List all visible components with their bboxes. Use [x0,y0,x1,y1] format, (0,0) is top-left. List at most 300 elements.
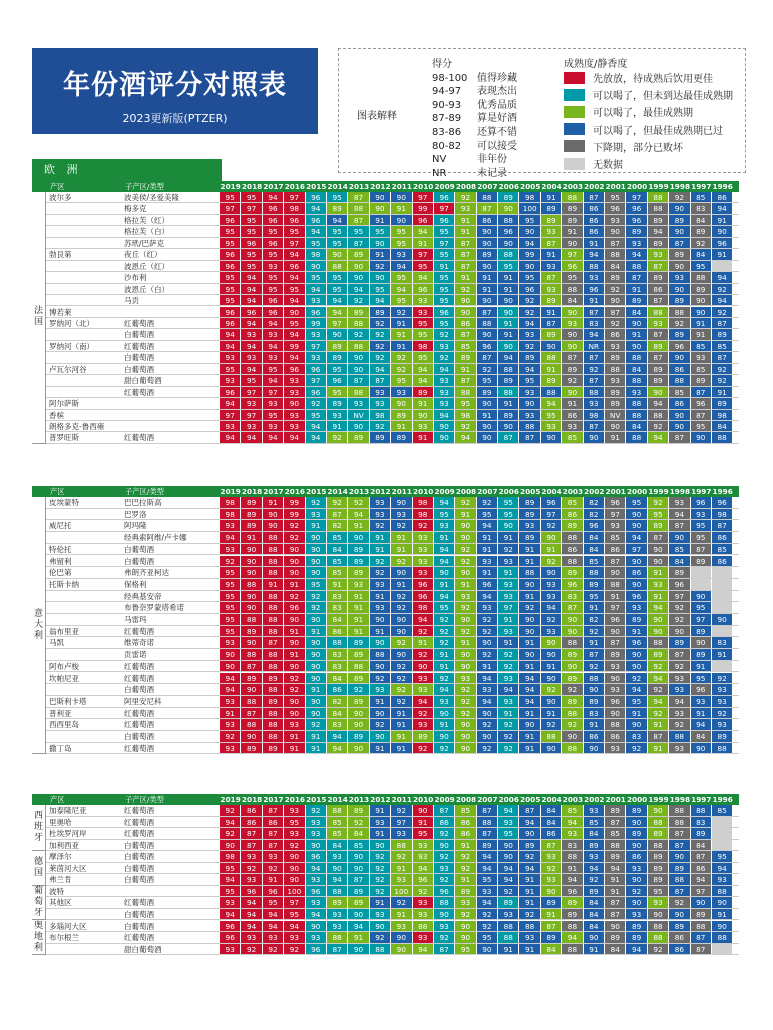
score-cell: 87 [648,731,669,742]
score-cell: 91 [498,284,519,294]
score-cell: 94 [327,215,348,225]
score-cell: 85 [669,544,690,555]
score-cell: 96 [220,921,241,932]
score-cell: 92 [669,614,690,625]
score-cell: 87 [669,828,690,839]
score-cell: 87 [348,192,369,202]
score-cell: 92 [648,421,669,431]
score-cell: 100 [519,203,540,213]
score-cell: 90 [669,626,690,637]
score-cell: 93 [220,421,241,431]
score-cell: 93 [348,398,369,408]
score-cell: 95 [413,318,434,328]
score-cell: 91 [284,626,305,637]
score-cell: 96 [306,387,327,397]
score-cell: 89 [691,626,712,637]
score-cell: 92 [498,731,519,742]
score-cell: 90 [498,238,519,248]
score-cell: 93 [541,626,562,637]
score-cell: 92 [477,909,498,920]
score-cell: 85 [584,556,605,567]
score-cell: 94 [712,295,733,305]
score-cell: 90 [306,532,327,543]
score-cell: 90 [498,295,519,305]
score-cell: 88 [712,743,733,754]
vintage-table [32,486,739,754]
score-cell: 91 [413,637,434,648]
table-row [46,874,739,886]
score-cell: 88 [541,352,562,362]
score-cell: 88 [348,318,369,328]
score-cell: 84 [691,731,712,742]
year-header: 2018 [241,795,263,804]
score-cell: 89 [455,886,476,897]
subregion-name: 贡雷诺 [124,650,147,660]
score-meaning: 可以接受 [477,140,517,152]
region-name [46,352,122,362]
score-cell: 96 [712,238,733,248]
score-cell: 90 [477,944,498,955]
table-row [46,731,739,743]
subregion-name: 波恩丘（白） [124,284,169,294]
region-name: 加泰隆尼亚 [49,806,87,815]
score-cells [220,295,733,305]
score-cell: 94 [263,318,284,328]
score-cell: 89 [348,544,369,555]
score-cell: 91 [519,661,540,672]
table-row [46,851,739,863]
score-cell: 91 [306,743,327,754]
score-cell: 90 [348,261,369,271]
table-row [46,215,739,226]
score-cell: 91 [391,329,412,339]
score-cell: 93 [519,932,540,943]
score-cell: 90 [669,532,690,543]
score-cell: 97 [626,544,647,555]
table-header [32,794,739,805]
subregion-name: 红葡萄酒 [124,433,154,443]
score-cell: 94 [434,544,455,555]
year-header: 2015 [306,487,327,496]
score-cell: 94 [241,897,262,908]
score-cell: 91 [712,909,733,920]
score-cell: 91 [434,649,455,660]
country-char: 大 [33,619,43,630]
score-cells [220,886,733,897]
country-char: 利 [33,942,43,953]
score-cell: 95 [370,226,391,236]
score-cell: 91 [584,238,605,248]
score-cell: 82 [584,614,605,625]
subregion-name: 苏玳/巴萨克 [124,238,165,248]
score-cells [220,614,733,625]
score-cell: 88 [370,649,391,660]
score-cell: 93 [241,329,262,339]
score-cell: 91 [477,544,498,555]
score-cell: 93 [284,828,305,839]
score-cell: 85 [712,341,733,351]
year-header: 2009 [434,182,455,191]
score-cell: 89 [626,805,647,816]
score-cell: 93 [562,828,583,839]
score-cell: 90 [241,567,262,578]
score-cell: 93 [284,410,305,420]
score-cell: 86 [541,828,562,839]
score-cell: 90 [498,203,519,213]
score-cell: 91 [691,661,712,672]
score-cell: 87 [455,249,476,259]
score-cell: 86 [241,817,262,828]
score-cell: 87 [605,637,626,648]
score-cell: 92 [519,602,540,613]
score-cell: 95 [391,295,412,305]
score-cell: 93 [220,637,241,648]
score-cell: 92 [434,743,455,754]
score-cell: 90 [648,626,669,637]
score-cell: 90 [648,387,669,397]
score-cell: 93 [263,261,284,271]
score-cell: 87 [455,375,476,385]
score-cell: 94 [519,238,540,248]
score-cell: 90 [626,817,647,828]
score-cell: 94 [413,364,434,374]
subregion-name: 白葡萄酒 [124,330,154,340]
score-cell: 95 [284,284,305,294]
score-cell: 87 [241,661,262,672]
score-cell: 93 [413,421,434,431]
score-cell: 93 [648,249,669,259]
score-cell: 88 [263,684,284,695]
score-cell: 95 [284,226,305,236]
score-cell: 91 [541,544,562,555]
score-cell: 91 [413,817,434,828]
score-cell: 92 [391,307,412,317]
score-cell: 93 [327,921,348,932]
score-legend-item [432,150,542,164]
score-cell: 96 [284,602,305,613]
score-cell: 96 [691,398,712,408]
score-cell: 88 [477,318,498,328]
maturity-text: 可以喝了，但最佳成熟期已过 [593,125,723,137]
score-cell: 86 [584,215,605,225]
score-cell: 90 [348,863,369,874]
score-cell: 87 [584,307,605,317]
score-cell: 94 [477,591,498,602]
region-name: 普罗旺斯 [49,433,79,443]
score-cells [220,602,733,613]
region-name [46,261,122,271]
score-cell: 87 [669,520,690,531]
score-cell: 92 [562,375,583,385]
score-cell: 93 [241,421,262,431]
score-cell: 88 [562,192,583,202]
score-cell: 84 [605,944,626,955]
score-cell: 95 [562,272,583,282]
score-cell: 93 [220,743,241,754]
score-cell: 89 [477,840,498,851]
score-cell: 90 [348,272,369,282]
score-cell: 92 [669,318,690,328]
score-cell: 99 [284,509,305,520]
score-cells [220,272,733,282]
score-cell: 96 [626,203,647,213]
score-cell: 89 [348,307,369,317]
score-cell: 95 [220,238,241,248]
score-cell: 92 [541,863,562,874]
maturity-legend-item [564,155,744,172]
score-cell: 92 [605,318,626,328]
score-cell: 96 [241,307,262,317]
score-cell: 87 [477,828,498,839]
score-cell: 92 [712,708,733,719]
score-cell: 95 [477,932,498,943]
score-cell: 95 [327,284,348,294]
score-cell: 95 [327,387,348,397]
region-name: 里奥哈 [49,817,72,827]
score-cell: 93 [284,421,305,431]
score-cell: 90 [413,661,434,672]
score-cell: 96 [584,284,605,294]
score-cell: 97 [220,203,241,213]
year-header: 2006 [498,182,519,191]
score-cell: 90 [477,421,498,431]
score-cell: 90 [348,743,369,754]
score-cell: 90 [370,614,391,625]
table-row [46,509,739,521]
table-row [46,886,739,898]
score-cell: 95 [541,410,562,420]
score-cell: 94 [263,432,284,442]
year-header: 2001 [605,182,626,191]
score-cell: 94 [498,874,519,885]
score-cell: 85 [327,817,348,828]
score-cell: 91 [455,637,476,648]
region-name: 弗留利 [49,556,72,566]
year-header: 1996 [712,487,733,496]
score-cell: 87 [691,932,712,943]
score-cell: 93 [327,410,348,420]
score-cell: 93 [541,851,562,862]
table-row [46,249,739,260]
score-cell: 91 [284,731,305,742]
score-cell: 93 [648,579,669,590]
score-cell: 90 [519,649,540,660]
score-cell: 92 [434,352,455,362]
country-label [32,192,46,444]
score-cell: 92 [712,673,733,684]
score-cells [220,719,733,730]
score-cells [220,307,733,317]
score-cell: 97 [434,238,455,248]
score-cell: 84 [605,261,626,271]
score-cell: 97 [306,341,327,351]
score-cell: 95 [413,828,434,839]
score-cell: 92 [370,874,391,885]
score-cell: 90 [220,649,241,660]
country-label [32,805,46,851]
score-cell: 91 [712,649,733,660]
score-cell [712,602,733,613]
score-cell: 90 [691,307,712,317]
score-cell: 91 [691,329,712,339]
score-cell: 91 [584,637,605,648]
score-cell: 85 [605,828,626,839]
score-cell: 88 [541,387,562,397]
score-cell: 87 [263,805,284,816]
score-cell: 95 [434,249,455,259]
score-cell: 90 [669,203,690,213]
score-cell: 88 [241,696,262,707]
score-cell: 90 [541,567,562,578]
score-cell: 91 [498,567,519,578]
score-cells [220,556,733,567]
score-cell: 91 [477,532,498,543]
score-cell: 89 [669,637,690,648]
score-cell: 93 [413,719,434,730]
score-cell: 90 [391,398,412,408]
score-cell: 91 [712,249,733,259]
year-header: 2016 [284,182,306,191]
score-cell: 88 [712,432,733,442]
score-cell: 95 [434,602,455,613]
region-name [46,295,122,305]
score-cell: 89 [327,203,348,213]
subregion-name: 甜白葡萄酒 [124,944,162,954]
score-cell: 97 [327,318,348,328]
score-cell: 91 [327,579,348,590]
score-cell: 91 [626,626,647,637]
subregion-name: 保格利 [124,579,147,589]
score-cell: 93 [562,318,583,328]
score-cell: 92 [498,719,519,730]
score-cell: 89 [241,520,262,531]
score-cell: 95 [306,410,327,420]
year-header: 2004 [541,795,562,804]
score-cell: 94 [455,432,476,442]
score-cells [220,497,733,508]
score-cell: 90 [691,897,712,908]
score-cell: 89 [263,673,284,684]
score-cell: NV [605,410,626,420]
score-cell: 89 [327,352,348,362]
score-cell: 88 [691,805,712,816]
score-cell: 93 [584,851,605,862]
score-cell [691,579,712,590]
year-header: 2009 [434,487,455,496]
score-cell: 95 [241,261,262,271]
score-cell: 84 [669,556,690,567]
score-cell: 85 [327,828,348,839]
score-cell: 87 [241,828,262,839]
score-cell: 92 [220,556,241,567]
score-cell: 90 [712,226,733,236]
score-cell: 94 [519,817,540,828]
score-cell: 94 [648,696,669,707]
score-cell: 95 [241,226,262,236]
score-cell: 92 [455,626,476,637]
score-cell: 92 [284,673,305,684]
score-cell: 86 [327,626,348,637]
score-cell: 88 [348,203,369,213]
score-cell: 92 [370,851,391,862]
score-cell: 86 [241,805,262,816]
score-cell: 94 [327,307,348,317]
score-cell: 92 [455,863,476,874]
score-cell: 91 [413,432,434,442]
score-cell: 91 [519,591,540,602]
score-cell: 91 [284,579,305,590]
score-cell: 90 [477,637,498,648]
score-cell: 98 [712,509,733,520]
subregion-name: 白葡萄酒 [124,732,154,741]
score-cell: 93 [712,719,733,730]
score-cell: 94 [306,203,327,213]
subregion-name: 巴罗洛 [124,509,147,519]
score-cell: 86 [434,817,455,828]
region-name [46,909,122,920]
year-header: 2011 [391,795,412,804]
score-cell: 86 [562,410,583,420]
score-cell: 91 [391,544,412,555]
score-cell: 88 [434,897,455,908]
score-cell: 90 [306,708,327,719]
score-cell: 97 [605,509,626,520]
score-cell: 91 [370,532,391,543]
score-cell: 87 [584,375,605,385]
region-name [46,375,122,385]
score-cell: 88 [584,673,605,684]
year-header: 1996 [712,795,733,804]
score-range: 90-93 [432,99,462,111]
score-cell: 98 [413,497,434,508]
country-char: 国 [33,868,43,878]
score-cell: 95 [263,364,284,374]
subregion-name: 格拉芙（白） [124,227,169,237]
score-cell: 90 [370,921,391,932]
score-cell: 94 [306,863,327,874]
score-cell: 87 [605,817,626,828]
score-cell: 93 [605,743,626,754]
score-cell: 90 [519,626,540,637]
score-cell: 92 [498,743,519,754]
score-cell: 99 [413,203,434,213]
score-cell: 94 [434,556,455,567]
score-cell: 90 [584,432,605,442]
score-cell: 94 [712,863,733,874]
score-cell: 88 [605,364,626,374]
score-cell: 95 [519,375,540,385]
score-cell: 92 [434,828,455,839]
region-name: 香槟 [49,410,64,420]
score-cell: 95 [327,192,348,202]
table-row [46,387,739,398]
score-cell: 92 [605,284,626,294]
table-row [46,743,739,755]
table-row [46,897,739,909]
subregion-name: 波恩丘（红） [124,261,169,271]
score-cell: 91 [391,421,412,431]
score-cell: 87 [584,421,605,431]
year-header: 2010 [413,487,434,496]
score-cell: 88 [648,840,669,851]
year-header: 2005 [520,795,541,804]
score-cell: 96 [306,886,327,897]
score-cell: 89 [348,567,369,578]
score-cell: 93 [712,696,733,707]
country-char: 法 [33,306,43,317]
score-cell: 87 [348,874,369,885]
score-cell [712,817,733,828]
